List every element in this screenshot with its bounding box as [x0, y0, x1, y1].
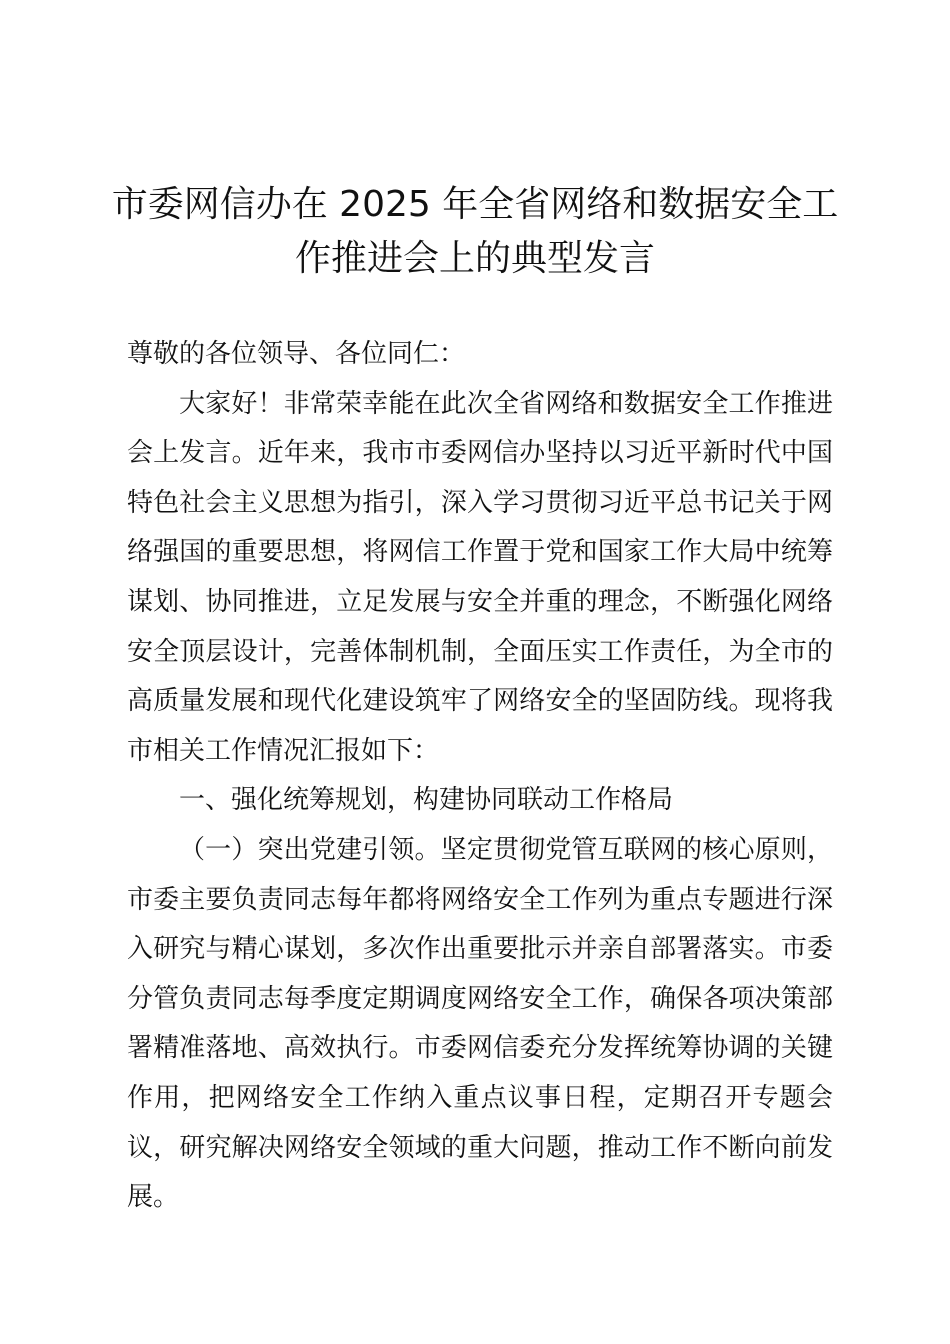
document-title — [100, 178, 850, 286]
title-line-2: 作推进会上的典型发言 — [294, 238, 655, 279]
title-line-1: 市委网信办在 2025 年全省网络和数据安全工 — [111, 184, 839, 225]
paragraph-party-leadership: （一）突出党建引领。坚定贯彻党管互联网的核心原则，市委主要负责同志每年都将网络安全工作列为重点专题进行深入研究与精心谋划，多次作出重要批示并亲自部署落实。市委分管负责同志每季度定期调度网络安全工作，确保各项决策部署精准落地、高效执行。市委网信委充分发挥统筹协调的关键作用，把网络安全工作纳入重点议事日程，定期召开专题会议，研究解决网络安全领域的重大问题，推动工作不断向前发展。 — [127, 834, 833, 1213]
document-body — [127, 330, 833, 1223]
salutation: 尊敬的各位领导、各位同仁： — [127, 339, 466, 369]
paragraph-opening: 大家好！非常荣幸能在此次全省网络和数据安全工作推进会上发言。近年来，我市市委网信办坚持以习近平新时代中国特色社会主义思想为指引，深入学习贯彻习近平总书记关于网络强国的重要思想，将网信工作置于党和国家工作大局中统筹谋划、协同推进，立足发展与安全并重的理念，不断强化网络安全顶层设计，完善体制机制，全面压实工作责任，为全市的高质量发展和现代化建设筑牢了网络安全的坚固防线。现将我市相关工作情况汇报如下： — [127, 388, 833, 766]
section-heading: 一、强化统筹规划，构建协同联动工作格局 — [179, 785, 674, 816]
